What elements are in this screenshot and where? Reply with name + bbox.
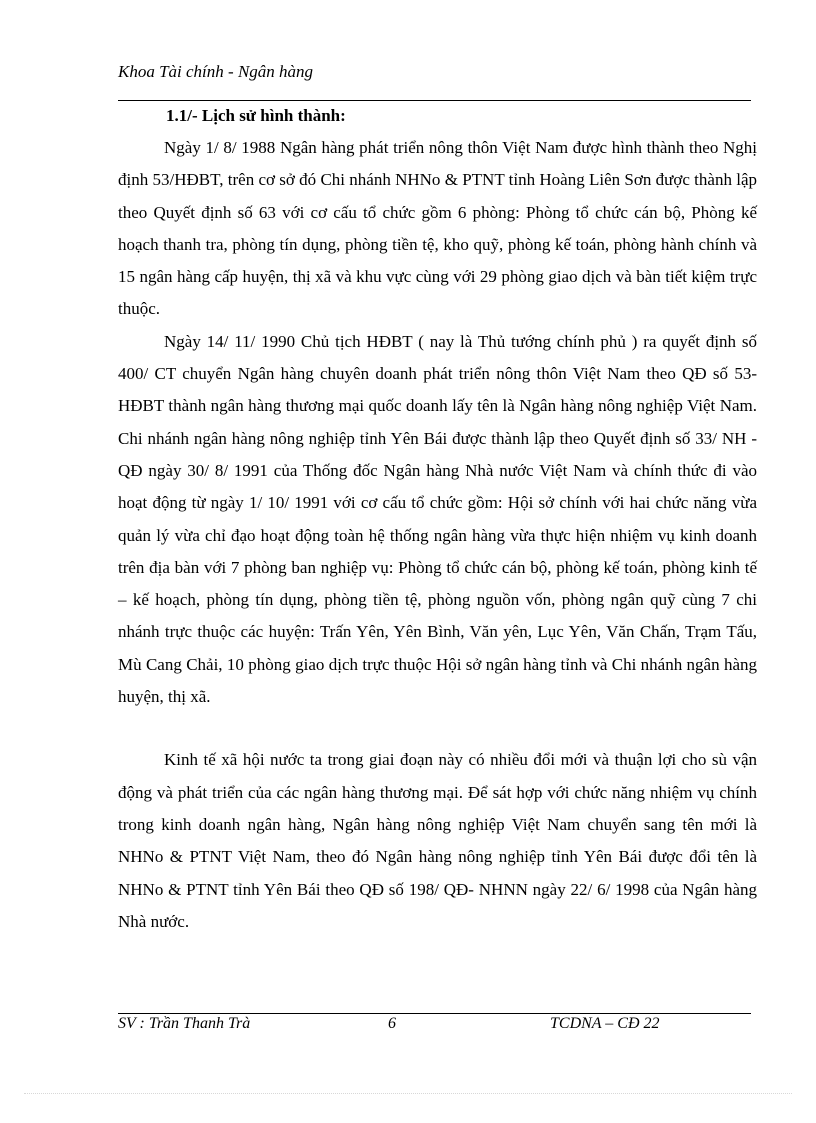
footer-class-code: TCDNA – CĐ 22 [550,1015,660,1032]
footer-author: SV : Trần Thanh Trà [118,1015,251,1032]
paragraph-1: Ngày 1/ 8/ 1988 Ngân hàng phát triển nông thôn Việt Nam được hình thành theo Nghị định 53/HĐBT, trên cơ sở đó Chi nhánh NHNo & PTNT tỉnh Hoàng Liên Sơn được thành lập theo Quyết định số 63 với cơ cấu tổ chức gồm 6 phòng: Phòng tổ chức cán bộ, Phòng kế hoạch thanh tra, phòng tín dụng, phòng tiền tệ, kho quỹ, phòng kế toán, phòng hành chính và 15 ngân hàng cấp huyện, thị xã và khu vực cùng với 29 phòng giao dịch và bàn tiết kiệm trực thuộc. [118,138,757,319]
page-break-line [24,1093,792,1094]
document-body [118,102,757,938]
footer-divider [118,1013,751,1014]
page-header-title: Khoa Tài chính - Ngân hàng [118,62,314,81]
page-footer [118,1015,751,1037]
header-divider [118,100,751,101]
paragraph-3: Kinh tế xã hội nước ta trong giai đoạn này có nhiều đổi mới và thuận lợi cho sù vận động và phát triển của các ngân hàng thương mại. Để sát hợp với chức năng nhiệm vụ chính trong kinh doanh ngân hàng, Ngân hàng nông nghiệp Việt Nam chuyển sang tên mới là NHNo & PTNT Việt Nam, theo đó Ngân hàng nông nghiệp tỉnh Yên Bái được đổi tên là NHNo & PTNT tỉnh Yên Bái theo QĐ số 198/ QĐ- NHNN ngày 22/ 6/ 1998 của Ngân hàng Nhà nước. [118,750,757,931]
paragraph-2: Ngày 14/ 11/ 1990 Chủ tịch HĐBT ( nay là Thủ tướng chính phủ ) ra quyết định số 400/ CT chuyển Ngân hàng chuyên doanh phát triển nông thôn Việt Nam theo QĐ số 53-HĐBT thành ngân hàng thương mại quốc doanh lấy tên là Ngân hàng nông nghiệp Việt Nam. Chi nhánh ngân hàng nông nghiệp tỉnh Yên Bái được thành lập theo Quyết định số 33/ NH - QĐ ngày 30/ 8/ 1991 của Thống đốc Ngân hàng Nhà nước Việt Nam và chính thức đi vào hoạt động từ ngày 1/ 10/ 1991 với cơ cấu tổ chức gồm: Hội sở chính với hai chức năng vừa quản lý vừa chỉ đạo hoạt động toàn hệ thống ngân hàng vừa thực hiện nhiệm vụ kinh doanh trên địa bàn với 7 phòng ban nghiệp vụ: Phòng tổ chức cán bộ, phòng kế toán, phòng kinh tế – kế hoạch, phòng tín dụng, phòng tiền tệ, phòng nguồn vốn, phòng ngân quỹ cùng 7 chi nhánh trực thuộc các huyện: Trấn Yên, Yên Bình, Văn yên, Lục Yên, Văn Chấn, Trạm Tấu, Mù Cang Chải, 10 phòng giao dịch trực thuộc Hội sở ngân hàng tỉnh và Chi nhánh ngân hàng huyện, thị xã. [118,331,757,707]
footer-page-number: 6 [388,1015,396,1032]
section-heading: 1.1/- Lịch sử hình thành: [166,106,346,125]
